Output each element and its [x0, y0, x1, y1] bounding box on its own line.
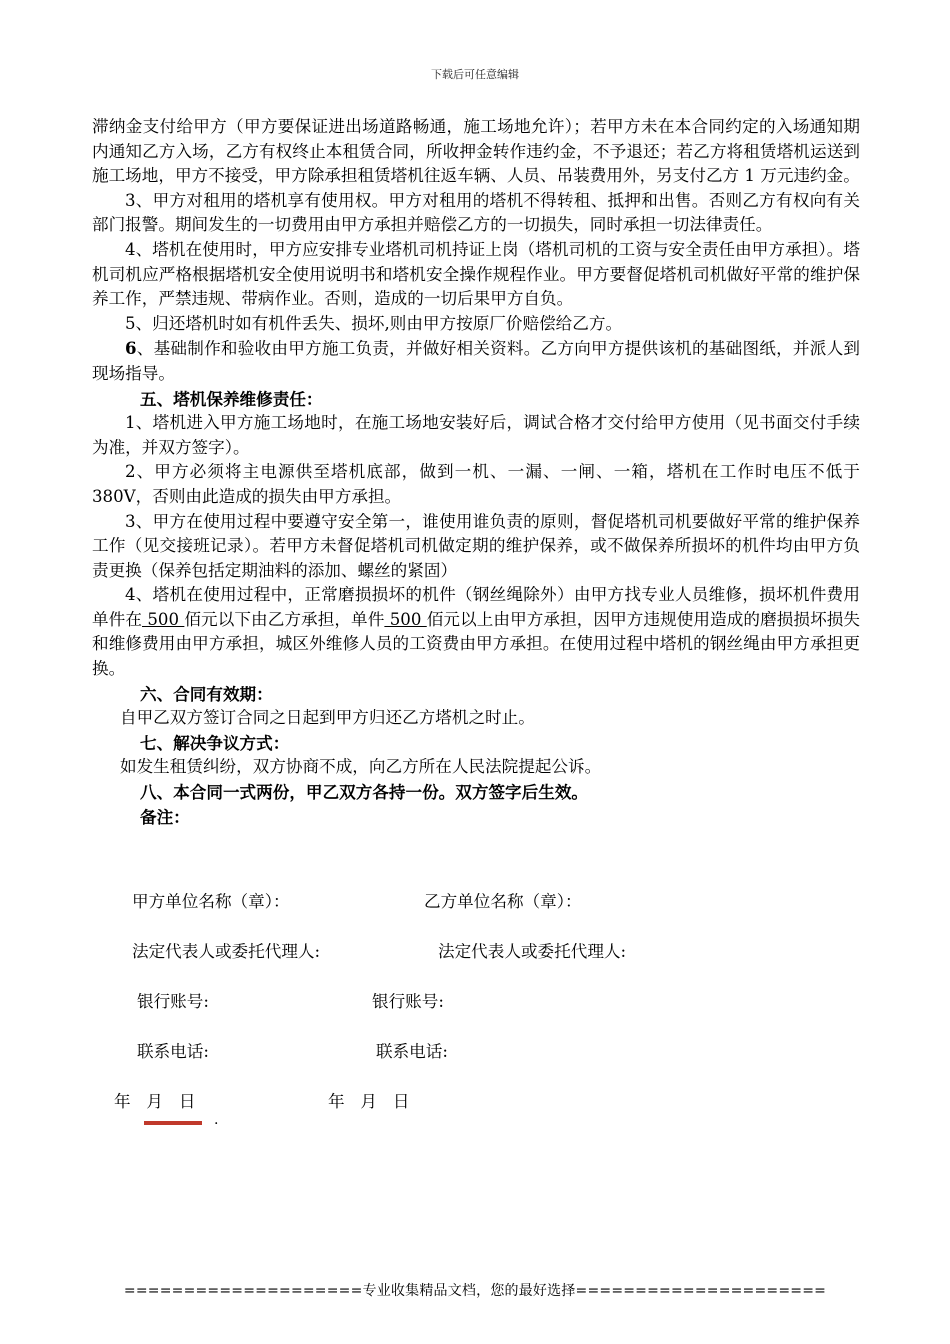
paragraph-clause-6	[92, 336, 860, 386]
party-a-rep-label: 法定代表人或委托代理人:	[132, 942, 321, 961]
paragraph-maintenance-1: 1、塔机进入甲方施工场地时，在施工场地安装好后，调试合格才交付给甲方使用（见书面交付手续为准，并双方签字）。	[92, 413, 860, 457]
paragraph-clause-4: 4、塔机在使用时，甲方应安排专业塔机司机持证上岗（塔机司机的工资与安全责任由甲方承担）。塔机司机应严格根据塔机安全使用说明书和塔机安全操作规程作业。甲方要督促塔机司机做好平常的维护保养工作，严禁违规、带病作业。否则，造成的一切后果甲方自负。	[92, 239, 860, 309]
section-heading-maintenance: 五、塔机保养维修责任：	[140, 388, 323, 409]
red-underline-mark	[144, 1121, 202, 1125]
party-b-phone-label: 联系电话:	[376, 1042, 448, 1061]
footer-banner: ====================专业收集精品文档，您的最好选择=====================	[123, 1283, 827, 1299]
party-a-bank-label: 银行账号:	[137, 992, 209, 1011]
contract-body	[92, 115, 860, 829]
clause-6-text: 、基础制作和验收由甲方施工负责，并做好相关资料。乙方向甲方提供该机的基础图纸，并派人到现场指导。	[92, 339, 860, 383]
paragraph-maintenance-4	[92, 583, 860, 681]
paragraph-validity: 自甲乙双方签订合同之日起到甲方归还乙方塔机之时止。	[120, 708, 535, 728]
maintenance-4-part3: 佰元以上由甲方承担，因甲方违规使用造成的磨损损坏损失和维修费用由甲方承担，城区外维修人员的工资费由甲方承担。在使用过程中塔机的钢丝绳由甲方承担更换。	[92, 609, 860, 679]
party-b-date: 年 月 日	[328, 1092, 410, 1111]
party-b-name-label: 乙方单位名称（章）：	[424, 892, 582, 911]
party-b-bank-label: 银行账号:	[372, 992, 444, 1011]
trailing-dot: .	[214, 1112, 219, 1128]
paragraph-maintenance-2: 2、甲方必须将主电源供至塔机底部，做到一机、一漏、一闸、一箱，塔机在工作时电压不低于 380V，否则由此造成的损失由甲方承担。	[92, 462, 860, 506]
section-heading-remarks: 备注：	[140, 806, 190, 827]
section-heading-copies: 八、本合同一式两份，甲乙双方各持一份。双方签字后生效。	[140, 782, 589, 803]
clause-6-number: 6	[125, 338, 137, 359]
party-a-name-label: 甲方单位名称（章）：	[132, 892, 290, 911]
section-heading-dispute: 七、解决争议方式：	[140, 732, 290, 753]
amount-500-first: 500	[142, 609, 185, 629]
download-note: 下载后可任意编辑	[431, 68, 519, 81]
amount-500-second: 500	[384, 609, 427, 629]
paragraph-dispute: 如发生租赁纠纷，双方协商不成，向乙方所在人民法院提起公诉。	[120, 757, 602, 777]
section-heading-validity: 六、合同有效期：	[140, 683, 273, 704]
maintenance-4-part1: 4、塔机在使用过程中，正常磨损损坏的机件（钢丝绳除外）由甲方找专业人员维修，损坏机件费用单件在	[92, 585, 860, 629]
party-a-date: 年 月 日	[114, 1092, 196, 1111]
paragraph-late-fee: 滞纳金支付给甲方（甲方要保证进出场道路畅通，施工场地允许）；若甲方未在本合同约定的入场通知期内通知乙方入场，乙方有权终止本租赁合同，所收押金转作违约金，不予退还；若乙方将租赁塔机运送到施工场地，甲方不接受，甲方除承担租赁塔机往返车辆、人员、吊装费用外，另支付乙方 1 万元违约金。	[92, 117, 860, 186]
party-b-rep-label: 法定代表人或委托代理人:	[438, 942, 627, 961]
paragraph-maintenance-3: 3、甲方在使用过程中要遵守安全第一，谁使用谁负责的原则，督促塔机司机要做好平常的维护保养工作（见交接班记录）。若甲方未督促塔机司机做定期的维护保养，或不做保养所损坏的机件均由甲方负责更换（保养包括定期油料的添加、螺丝的紧固）	[92, 511, 860, 580]
paragraph-clause-3: 3、甲方对租用的塔机享有使用权。甲方对租用的塔机不得转租、抵押和出售。否则乙方有权向有关部门报警。期间发生的一切费用由甲方承担并赔偿乙方的一切损失，同时承担一切法律责任。	[92, 190, 860, 235]
maintenance-4-part2: 佰元以下由乙方承担，单件	[184, 609, 385, 629]
party-a-phone-label: 联系电话:	[137, 1042, 209, 1061]
paragraph-clause-5: 5、归还塔机时如有机件丢失、损坏,则由甲方按原厂价赔偿给乙方。	[125, 313, 623, 333]
